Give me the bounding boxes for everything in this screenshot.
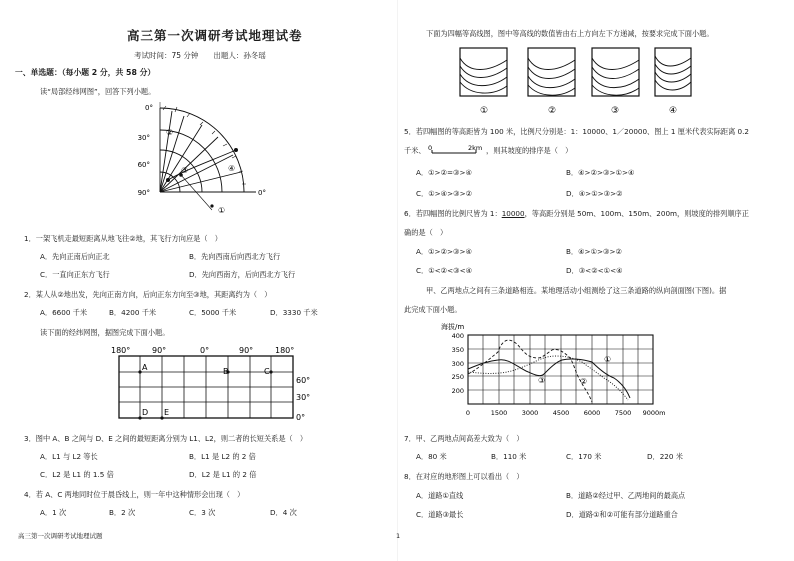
q8-option-c[interactable]: C．道路③最长 [416,510,464,519]
question-4: 4．若 A、C 两地同时位于晨昏线上，则一年中这种情形会出现（ ） [24,490,245,499]
profile-ylabel: 海拔/m [441,323,465,331]
intro-profile-line2: 此完成下面小题。 [404,305,462,314]
grid-lon-0: 0° [200,346,210,355]
q8-option-d[interactable]: D．道路①和②可能有部分道路重合 [566,510,678,519]
question-1: 1．一架飞机走最短距离从地飞往②地，其飞行方向应是（ ） [24,234,222,243]
profile-xtick-7500: 7500 [614,409,632,417]
section-heading: 一、单选题：（每小题 2 分，共 58 分） [15,68,156,77]
grid-lon-180-right: 180° [275,346,295,355]
grid-lon-90-east: 90° [239,346,254,355]
contour-label-1: ① [479,106,489,116]
grid-point-e: E [164,408,170,417]
road-1-profile [468,359,630,398]
point-four [234,148,238,152]
q3-option-d[interactable]: D．L2 是 L1 的 2 倍 [189,470,257,479]
exam-title: 高三第一次调研考试地理试卷 [127,28,303,43]
q7-option-b[interactable]: B．110 米 [491,452,527,461]
q6-option-d[interactable]: D．③<②<①<④ [566,266,623,275]
q6-option-b[interactable]: B．④>①>③>② [566,247,622,256]
scale-bar [428,142,488,156]
profile-ytick-300: 300 [451,360,464,368]
q7-option-a[interactable]: A．80 米 [416,452,447,461]
contour-label-3: ③ [610,106,620,116]
exam-meta: 考试时间：75 分钟 出题人：孙冬瑶 [134,51,266,60]
q6-scale-number: 10000 [501,209,525,218]
q5-option-b[interactable]: B．④>②>③>①>④ [566,168,635,177]
road-label-1: ① [604,355,612,364]
road-label-2: ② [580,377,588,386]
road-label-3: ③ [538,376,546,385]
profile-xtick-6000: 6000 [583,409,601,417]
q2-option-b[interactable]: B．4200 千米 [109,308,157,317]
grid-lon-90-west: 90° [152,346,167,355]
profile-ytick-350: 350 [451,346,464,354]
lat-label-60: 60° [137,161,150,169]
q6-option-a[interactable]: A．①>②>③>④ [416,247,472,256]
q6-suffix: ，等高距分别是 50m、100m、150m、200m，则坡度的排列顺序正 [524,209,749,218]
contour-panel-2 [528,48,575,96]
profile-xtick-1500: 1500 [490,409,508,417]
q8-option-a[interactable]: A．道路①直线 [416,491,464,500]
contour-panel-4 [655,48,691,96]
q4-option-a[interactable]: A．1 次 [40,508,67,517]
q4-option-d[interactable]: D．4 次 [270,508,297,517]
point-label-4: ④ [228,164,236,173]
q4-option-c[interactable]: C．3 次 [189,508,216,517]
page-footer: 高三第一次调研考试地理试题 [18,532,103,540]
point-label-3: ③ [181,166,189,175]
profile-ytick-250: 250 [451,373,464,381]
profile-ytick-200: 200 [451,387,464,395]
q5-option-d[interactable]: D．④>①>③>② [566,189,623,198]
intro-contour: 下面为四幅等高线图，图中等高线的数值皆由右上方向左下方递减，按要求完成下面小题。 [426,29,714,38]
grid-lat-0: 0° [296,413,306,422]
q1-option-b[interactable]: B．先向西南后向西北方飞行 [189,252,281,261]
question-6-line1 [404,209,749,218]
lat-label-90: 90° [137,189,150,197]
question-3: 3．图中 A、B 之间与 D、E 之间的最短距离分别为 L1、L2，则二者的长短关系是（ ） [24,434,308,443]
q1-option-d[interactable]: D．先向西南方，后向西北方飞行 [189,270,296,279]
q6-option-c[interactable]: C．①<②<③<④ [416,266,473,275]
meridian-f [160,172,241,192]
q3-option-b[interactable]: B．L1 是 L2 的 2 倍 [189,452,256,461]
lat-label-30: 30° [137,134,150,142]
q4-option-b[interactable]: B．2 次 [109,508,136,517]
question-8: 8．在对应的地形图上可以看出（ ） [404,472,524,481]
grid-point-a: A [142,363,148,372]
contour-label-2: ② [547,106,557,116]
profile-xtick-3000: 3000 [521,409,539,417]
q8-option-b[interactable]: B．道路②经过甲、乙两地间的最高点 [566,491,686,500]
q7-option-c[interactable]: C．170 米 [566,452,602,461]
q3-option-c[interactable]: C．L2 是 L1 的 1.5 倍 [40,470,114,479]
lat-circle-0 [160,108,244,192]
q5-option-a[interactable]: A．①>②=③>④ [416,168,472,177]
profile-xtick-0: 0 [465,409,471,417]
point-one [210,204,213,207]
grid-lon-180-left: 180° [111,346,131,355]
intro-profile-line1: 甲、乙两地点之间有三条道路相连。某地理活动小组测绘了这三条道路的纵向剖面图(下图)。据 [426,286,727,295]
contour-panels-figure [455,46,695,118]
q2-option-c[interactable]: C．5000 千米 [189,308,237,317]
lat-label-0: 0° [145,104,153,112]
question-2: 2．某人从②地出发，先向正南方向，后向正东方向至③地，其距离约为（ ） [24,290,272,299]
profile-xtick-4500: 4500 [552,409,570,417]
question-5-line2-prefix: 千米、 [404,146,426,155]
page-divider [396,0,401,561]
polar-graticule-figure [137,100,280,225]
question-7: 7．甲、乙两地点间高差大致为（ ） [404,434,524,443]
scale-label-2km: 2km [468,144,483,152]
grid-point-d: D [142,408,149,417]
q6-prefix: 6．若四幅图的比例尺皆为 1： [404,209,502,218]
question-5-line2-suffix: ，则其坡度的排序是（ ） [486,146,573,155]
point-start [166,178,170,182]
contour-panel-3 [592,48,639,96]
point-label-2: ② [166,128,174,137]
latlon-grid-figure [110,343,310,423]
question-6-line2: 确的是（ ） [404,228,448,237]
q1-option-c[interactable]: C．一直向正东方飞行 [40,270,110,279]
scale-label-0: 0 [428,144,433,152]
grid-lat-30: 30° [296,393,311,402]
intro-polar: 读“局部经纬网图”，回答下列小题。 [40,87,156,96]
point-label-1: ① [218,206,226,215]
q2-option-a[interactable]: A．6600 千米 [40,308,88,317]
page-number: 1 [396,532,401,540]
grid-lat-60: 60° [296,376,311,385]
profile-xunit: 9000m [642,409,666,417]
q1-option-a[interactable]: A．先向正南后向正北 [40,252,110,261]
contour-label-4: ④ [668,106,678,116]
intro-grid: 读下面的经纬网图，据图完成下面小题。 [40,328,170,337]
road-profile-chart [428,318,688,426]
q3-option-a[interactable]: A．L1 与 L2 等长 [40,452,98,461]
profile-ytick-400: 400 [451,332,464,340]
q5-option-c[interactable]: C．①>④>③>② [416,189,473,198]
q7-option-d[interactable]: D．220 米 [647,452,683,461]
q2-option-d[interactable]: D．3330 千米 [270,308,318,317]
grid-point-c: C [264,367,270,376]
lon-label-0: 0° [258,189,266,197]
grid-point-b: B [223,367,229,376]
question-5-line1: 5．若四幅图的等高距皆为 100 米，比例尺分别是：1：10000、1／20000、图上 1 厘米代表实际距离 0.2 [404,127,749,136]
